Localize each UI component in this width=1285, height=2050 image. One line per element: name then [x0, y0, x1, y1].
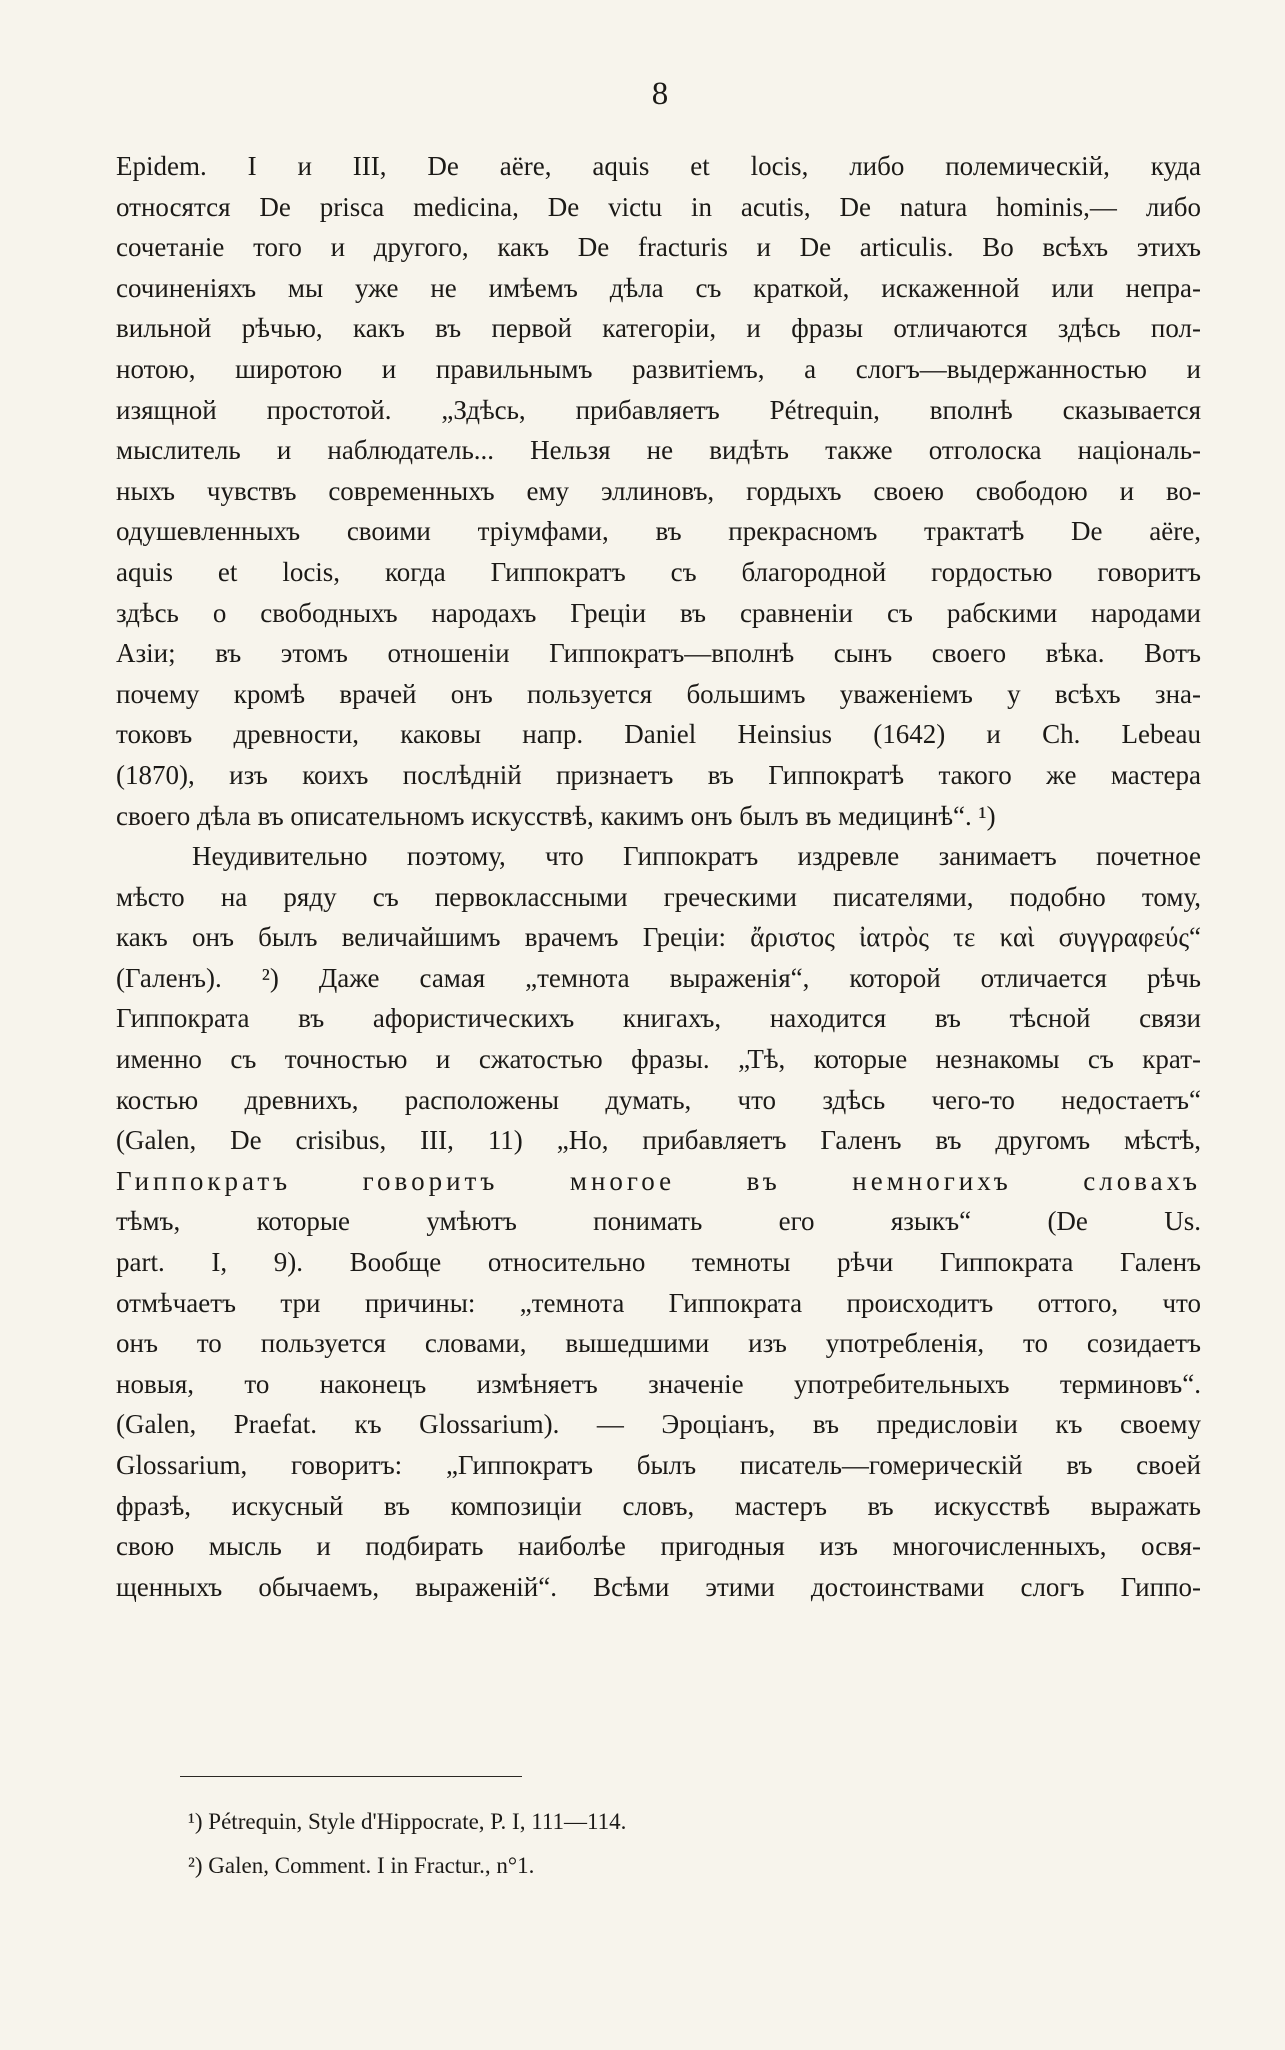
footnote-separator	[180, 1776, 522, 1777]
text-line: Гиппократа въ афористическихъ книгахъ, находится въ тѣсной связи	[116, 1003, 1201, 1034]
page-number: 8	[651, 76, 669, 112]
text-line: (1870), изъ коихъ послѣдній признаетъ въ Гиппократѣ такого же мастера	[116, 759, 1201, 790]
text-line: part. I, 9). Вообще относительно темноты рѣчи Гиппократа Галенъ	[116, 1247, 1201, 1278]
text-line: Гиппократъ говоритъ многое въ немногихъ словахъ	[116, 1165, 1201, 1196]
text-line: тѣмъ, которые умѣютъ понимать его языкъ“ (De Us.	[116, 1206, 1201, 1237]
text-line: костью древнихъ, расположены думать, что здѣсь чего-то недостаетъ“	[116, 1084, 1201, 1115]
text-line: именно съ точностью и сжатостью фразы. „Тѣ, которые незнакомы съ крат-	[116, 1044, 1201, 1075]
footnote: ¹) Pétrequin, Style d'Hippocrate, P. I, 111—114.	[188, 1809, 627, 1834]
paragraph	[116, 146, 1201, 836]
text-line: aquis et locis, когда Гиппократъ съ благородной гордостью говоритъ	[116, 556, 1201, 587]
text-line: отмѣчаетъ три причины: „темнота Гиппократа происходитъ оттого, что	[116, 1287, 1201, 1318]
body-text	[116, 146, 1201, 1607]
text-line: какъ онъ былъ величайшимъ врачемъ Греціи: ἄριστος ἰατρὸς τε καὶ συγγραφεύς“	[116, 922, 1201, 953]
text-line: мѣсто на ряду съ первоклассными греческими писателями, подобно тому,	[116, 881, 1201, 912]
text-line: свою мысль и подбирать наиболѣе пригодныя изъ многочисленныхъ, освя-	[116, 1531, 1201, 1562]
footnote: ²) Galen, Comment. I in Fractur., n°1.	[188, 1853, 535, 1878]
text-line: (Galen, De crisibus, III, 11) „Но, прибавляетъ Галенъ въ другомъ мѣстѣ,	[116, 1125, 1201, 1156]
text-line: ныхъ чувствъ современныхъ ему эллиновъ, гордыхъ своею свободою и во-	[116, 475, 1201, 506]
text-line: нотою, широтою и правильнымъ развитіемъ, а слогъ—выдержанностью и	[116, 353, 1201, 384]
text-line: фразѣ, искусный въ композиціи словъ, мастеръ въ искусствѣ выражать	[116, 1490, 1201, 1521]
text-line: мыслитель и наблюдатель... Нельзя не видѣть также отголоска національ-	[116, 435, 1201, 466]
text-line: здѣсь о свободныхъ народахъ Греціи въ сравненіи съ рабскими народами	[116, 597, 1201, 628]
text-line: онъ то пользуется словами, вышедшими изъ употребленія, то созидаетъ	[116, 1328, 1201, 1359]
text-line: Glossarium, говоритъ: „Гиппократъ былъ писатель—гомерическій въ своей	[116, 1450, 1201, 1480]
text-line: сочиненіяхъ мы уже не имѣемъ дѣла съ краткой, искаженной или непра-	[116, 272, 1201, 303]
text-line: Epidem. I и III, De aëre, aquis et locis, либо полемическій, куда	[116, 151, 1201, 181]
text-line: одушевленныхъ своими тріумфами, въ прекрасномъ трактатѣ De aëre,	[116, 516, 1201, 547]
text-line: Неудивительно поэтому, что Гиппократъ издревле занимаетъ почетное	[192, 841, 1201, 872]
text-line: своего дѣла въ описательномъ искусствѣ, какимъ онъ былъ въ медицинѣ“. ¹)	[116, 800, 996, 831]
text-line: новыя, то наконецъ измѣняетъ значеніе употребительныхъ терминовъ“.	[116, 1368, 1201, 1399]
text-line: (Galen, Praefat. къ Glossarium). — Эроціанъ, въ предисловіи къ своему	[116, 1409, 1201, 1440]
text-line: (Галенъ). ²) Даже самая „темнота выраженія“, которой отличается рѣчь	[116, 962, 1201, 993]
text-line: сочетаніе того и другого, какъ De fracturis и De articulis. Во всѣхъ этихъ	[116, 232, 1201, 263]
text-line: токовъ древности, каковы напр. Daniel Heinsius (1642) и Ch. Lebeau	[116, 719, 1201, 750]
text-line: вильной рѣчью, какъ въ первой категоріи, и фразы отличаются здѣсь пол-	[116, 313, 1201, 344]
text-line: относятся De prisca medicina, De victu in acutis, De natura hominis,— либо	[116, 191, 1201, 222]
text-line: почему кромѣ врачей онъ пользуется большимъ уваженіемъ у всѣхъ зна-	[116, 678, 1201, 709]
footnotes	[188, 1800, 1088, 1888]
text-line: изящной простотой. „Здѣсь, прибавляетъ Pétrequin, вполнѣ сказывается	[116, 394, 1201, 425]
text-line: щенныхъ обычаемъ, выраженій“. Всѣми этими достоинствами слогъ Гиппо-	[116, 1571, 1201, 1602]
paragraph	[116, 836, 1201, 1607]
text-line: Азіи; въ этомъ отношеніи Гиппократъ—вполнѣ сынъ своего вѣка. Вотъ	[116, 638, 1201, 669]
